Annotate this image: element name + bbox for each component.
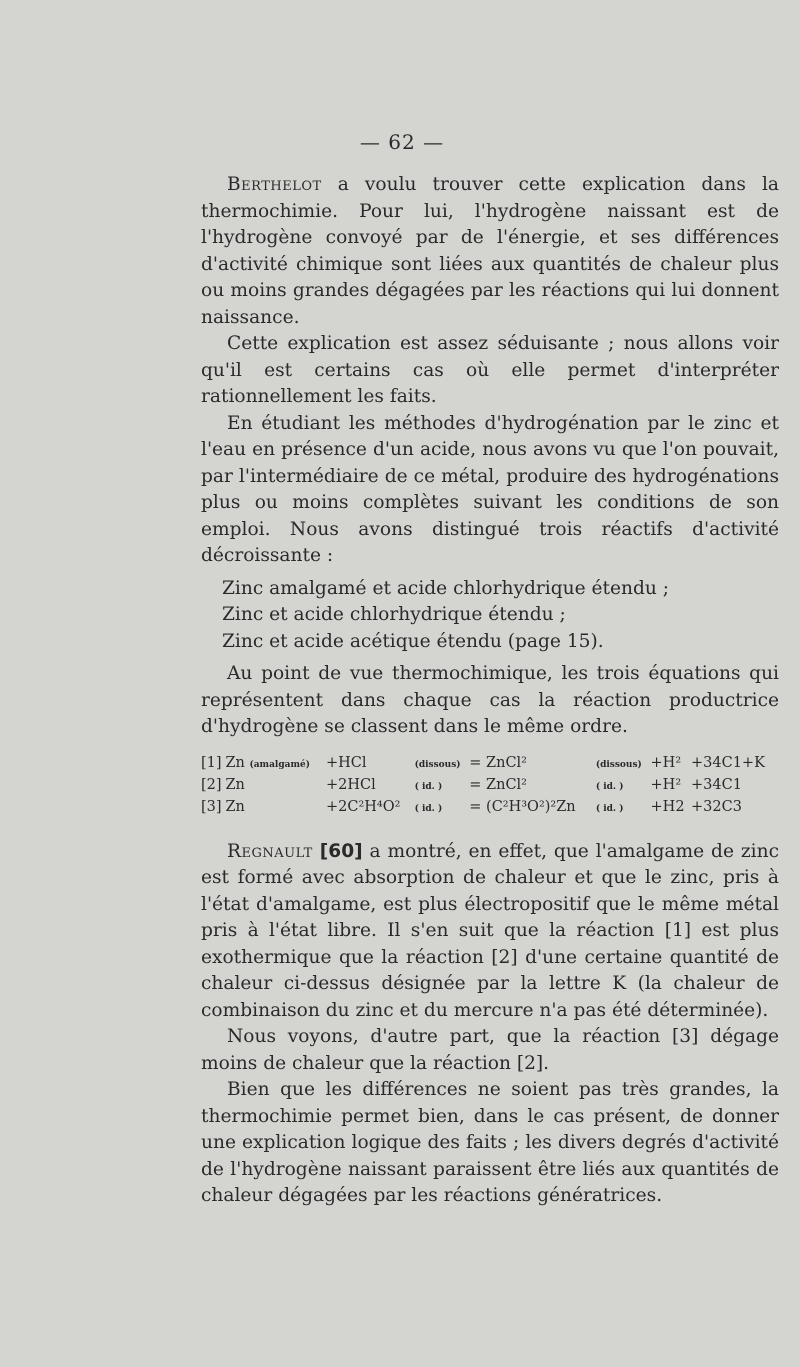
equation-number: [3] [201, 798, 222, 815]
equation-metal: Zn [225, 776, 245, 793]
author-name: Berthelot [227, 174, 322, 195]
equation-note: (amalgamé) [249, 759, 310, 770]
equation-number: [2] [201, 776, 222, 793]
paragraph-berthelot [201, 172, 779, 331]
equation-heat: +34C1+K [691, 754, 765, 771]
list-item: Zinc amalgamé et acide chlorhydrique étendu ; [222, 577, 670, 599]
equation-hydrogen: +H2 [650, 798, 685, 815]
equation-acid: +2HCl [326, 776, 376, 793]
reagent-list [222, 576, 779, 656]
list-item: Zinc et acide acétique étendu (page 15). [222, 630, 604, 652]
equation-metal: Zn [225, 754, 245, 771]
author-name: Regnault [227, 840, 313, 862]
paragraph-regnault [201, 839, 779, 1025]
equation-product: = ZnCl² [469, 754, 527, 771]
equation-heat: +34C1 [691, 776, 742, 793]
equation-state: ( id. ) [414, 781, 443, 792]
list-item: Zinc et acide chlorhydrique étendu ; [222, 604, 566, 625]
paragraph-conclusion: Bien que les différences ne soient pas très grandes, la thermochimie permet bien, dans le cas présent, de donner une explication logique des faits ; les divers degrés d'activité de l'hydrogène naissant paraissent être liés aux quantités de chaleur dégagées par les réactions génératrices. [201, 1079, 779, 1206]
equation-heat: +32C3 [691, 798, 742, 815]
page-number: — 62 — [359, 130, 445, 154]
reference-number: [60] [319, 840, 363, 862]
equation-product: = (C²H³O²)²Zn [469, 798, 576, 815]
equation-state: (dissous) [595, 759, 642, 770]
equation-number: [1] [201, 754, 222, 771]
equation-hydrogen: +H² [650, 776, 682, 793]
equation-metal: Zn [225, 798, 245, 815]
paragraph-reaction3: Nous voyons, d'autre part, que la réaction [3] dégage moins de chaleur que la réaction [2]. [201, 1026, 779, 1074]
equations-table [201, 753, 779, 819]
equation-state: ( id. ) [595, 803, 624, 814]
equation-row [201, 753, 779, 775]
equation-acid: +2C²H⁴O² [326, 798, 401, 815]
equation-state: ( id. ) [595, 781, 624, 792]
equation-row [201, 797, 779, 819]
equation-hydrogen: +H² [650, 754, 682, 771]
equation-row [201, 775, 779, 797]
equation-product: = ZnCl² [469, 776, 527, 793]
equation-acid: +HCl [326, 754, 367, 771]
paragraph-thermochimique: Au point de vue thermochimique, les trois équations qui représentent dans chaque cas la réaction productrice d'hydrogène se classent dans le même ordre. [201, 663, 779, 737]
paragraph-text: a montré, en effet, que l'amalgame de zinc est formé avec absorption de chaleur et que le zinc, pris à l'état d'amalgame, est plus électropositif que le même métal pris à l'état libre. Il s'en suit que la réaction [1] est plus exothermique que la réaction [2] d'une certaine quantité de chaleur ci-dessus désignée par la lettre K (la chaleur de combinaison du zinc et du mercure n'a pas été déterminée). [201, 840, 779, 1021]
text-body [201, 172, 779, 1210]
paragraph-text: a voulu trouver cette explication dans la thermochimie. Pour lui, l'hydrogène naissant est de l'hydrogène convoyé par de l'énergie, et ses différences d'activité chimique sont liées aux quantités de chaleur plus ou moins grandes dégagées par les réactions qui lui donnent naissance. [201, 174, 779, 328]
equation-state: (dissous) [414, 759, 461, 770]
paragraph-explication: Cette explication est assez séduisante ; nous allons voir qu'il est certains cas où elle permet d'interpréter rationnellement les faits. [201, 333, 779, 407]
equation-state: ( id. ) [414, 803, 443, 814]
paragraph-methodes: En étudiant les méthodes d'hydrogénation par le zinc et l'eau en présence d'un acide, nous avons vu que l'on pouvait, par l'intermédiaire de ce métal, produire des hydrogénations plus ou moins complètes suivant les conditions de son emploi. Nous avons distingué trois réactifs d'activité décroissante : [201, 412, 779, 566]
